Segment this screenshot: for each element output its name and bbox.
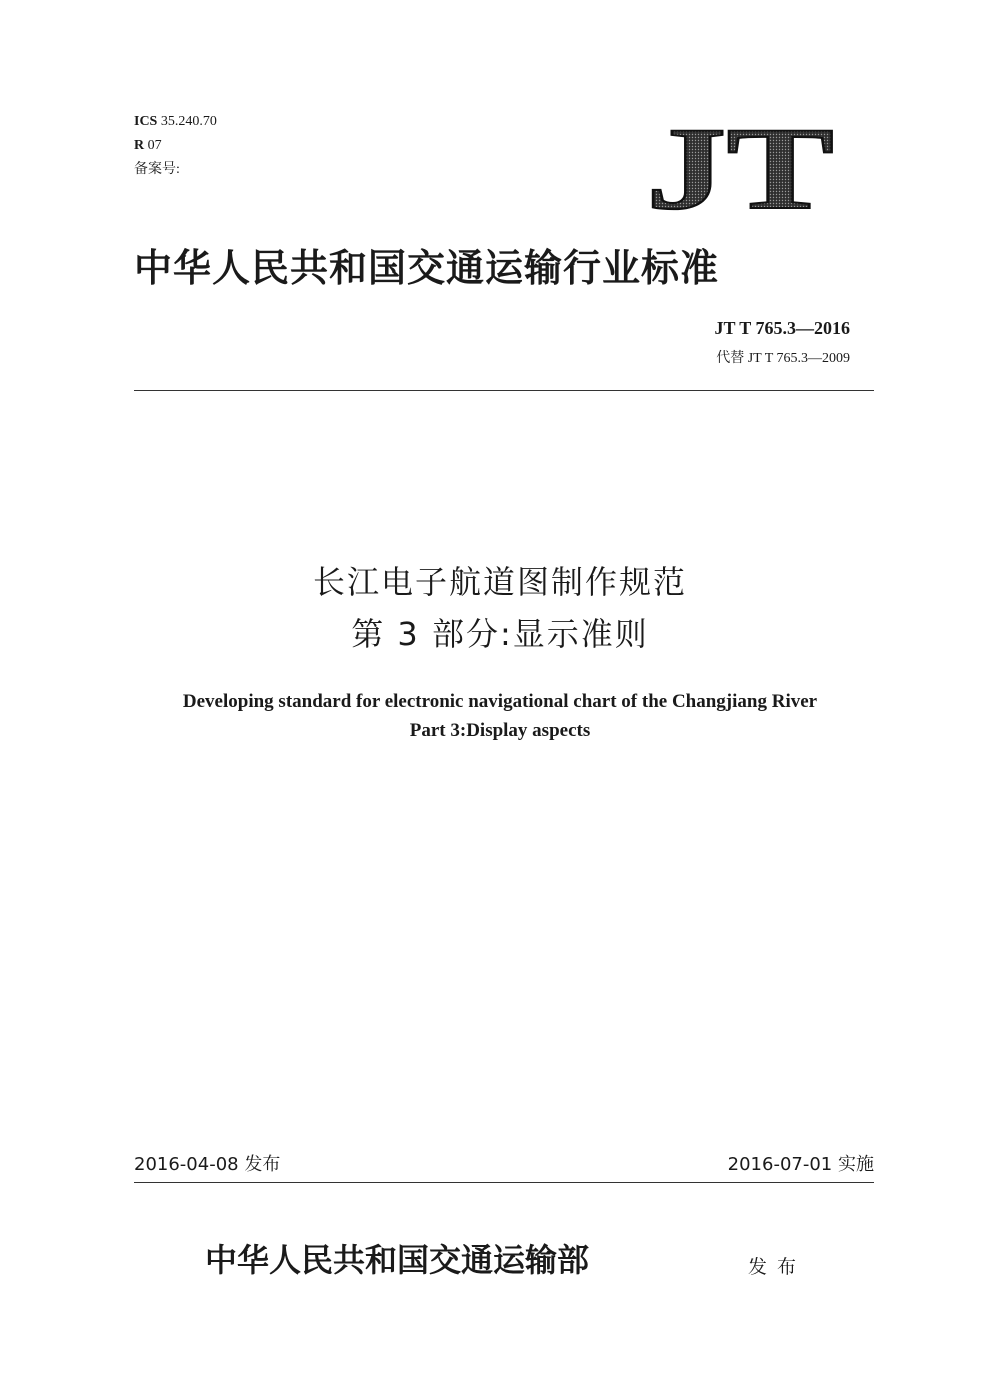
jt-logo [640, 112, 840, 218]
title-en-line1: Developing standard for electronic navigational chart of the Changjiang River [182, 691, 818, 712]
filing-label: 备案号: [134, 162, 180, 177]
title-cn-line1: 长江电子航道图制作规范 [312, 563, 687, 601]
title-en-line2: Part 3:Display aspects [409, 720, 591, 741]
issue-date: 2016-04-08 发布 [134, 1154, 281, 1175]
ics-value: 35.240.70 [160, 114, 217, 129]
ccs-value: 07 [147, 138, 162, 153]
replaces-standard: 代替 JT T 765.3—2009 [716, 351, 850, 366]
publish-label: 发布 [748, 1256, 807, 1278]
standard-number: JT T 765.3—2016 [714, 318, 850, 338]
industry-standard-title: 中华人民共和国交通运输行业标准 [134, 245, 720, 290]
filing-number [134, 162, 180, 178]
top-divider [134, 390, 874, 391]
publisher-name: 中华人民共和国交通运输部 [205, 1241, 590, 1279]
ccs-code [134, 138, 162, 154]
bottom-divider [134, 1182, 874, 1183]
ccs-label: R [134, 138, 145, 153]
ics-code [134, 114, 217, 130]
implementation-date: 2016-07-01 实施 [727, 1154, 874, 1175]
jt-logo-text: JT [646, 112, 834, 218]
title-cn-line2: 第 3 部分:显示准则 [351, 615, 649, 653]
ics-label: ICS [134, 114, 158, 129]
